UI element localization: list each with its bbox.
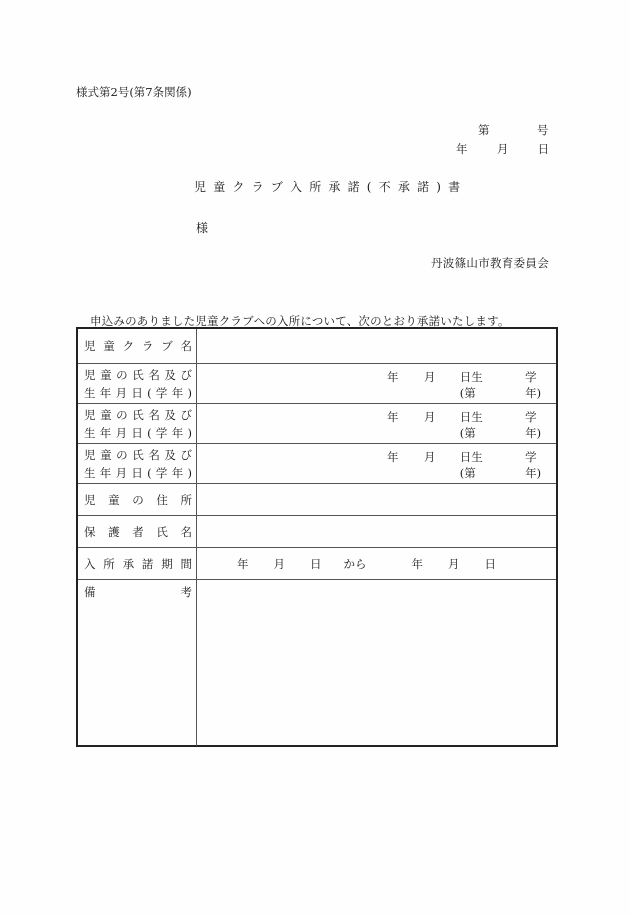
- form-reference: 様式第2号(第7条関係): [76, 85, 192, 99]
- label-char: 及: [164, 407, 176, 422]
- label-char: 学: [155, 465, 168, 480]
- row-club-name: [78, 329, 556, 363]
- label-char: 間: [180, 556, 192, 571]
- label-char: の: [116, 367, 128, 382]
- document-number: [478, 122, 548, 138]
- label-char: 護: [108, 524, 120, 539]
- label-char: 月: [115, 385, 128, 400]
- label-char: ): [187, 385, 192, 400]
- label-char: び: [180, 447, 192, 462]
- field-address[interactable]: [197, 484, 556, 515]
- grade-suffix: 学年): [525, 450, 542, 480]
- label-char: 氏: [132, 407, 144, 422]
- from-connector: から: [343, 556, 367, 571]
- label-char: 年: [171, 425, 184, 440]
- row-period: [78, 547, 556, 579]
- label-char: 童: [108, 492, 120, 507]
- label-char: 年: [171, 385, 184, 400]
- label-char: 者: [132, 524, 144, 539]
- birth-year: 年: [387, 370, 399, 384]
- label-char: (: [147, 465, 152, 480]
- label-char: 日: [131, 425, 143, 440]
- label-char: 児: [84, 367, 96, 382]
- field-child-3[interactable]: [197, 444, 556, 483]
- grade-suffix: 学年): [525, 410, 542, 440]
- label-char: 生: [84, 425, 96, 440]
- date-year: 年: [456, 142, 468, 156]
- label-char: 学: [155, 425, 168, 440]
- label-char: 児: [84, 339, 96, 353]
- to-month: 月: [448, 556, 460, 571]
- date-month: 月: [496, 142, 509, 156]
- label-char: 考: [180, 585, 192, 599]
- label-remarks: [78, 580, 197, 746]
- label-char: 年: [171, 465, 184, 480]
- label-char: 童: [103, 339, 115, 353]
- label-char: 入: [84, 556, 96, 571]
- label-char: の: [116, 407, 128, 422]
- issuer-name: 丹波篠山市教育委員会: [431, 256, 549, 270]
- label-char: 住: [156, 492, 168, 507]
- label-char: び: [180, 367, 192, 382]
- birth-date-child-1: [387, 369, 552, 401]
- period-dates: [237, 548, 496, 579]
- label-char: 児: [84, 492, 96, 507]
- label-char: の: [132, 492, 144, 507]
- label-char: 名: [148, 367, 160, 382]
- label-char: (: [147, 425, 152, 440]
- birth-year: 年: [387, 410, 399, 424]
- birth-year: 年: [387, 450, 399, 464]
- birth-month: 月: [423, 450, 436, 464]
- doc-number-suffix: 号: [536, 123, 549, 137]
- issue-date: [456, 141, 549, 157]
- birth-date-child-2: [387, 409, 552, 441]
- to-year: 年: [411, 556, 423, 571]
- label-char: 名: [180, 524, 192, 539]
- label-char: 承: [122, 556, 135, 571]
- from-year: 年: [237, 556, 249, 571]
- row-child-2: [78, 403, 556, 443]
- to-day: 日: [484, 556, 496, 571]
- label-child-name-birth: [78, 444, 197, 483]
- label-char: 氏: [156, 524, 168, 539]
- field-guardian[interactable]: [197, 516, 556, 547]
- label-char: ): [187, 465, 192, 480]
- from-day: 日: [310, 556, 322, 571]
- label-char: 日: [131, 385, 143, 400]
- label-char: 年: [99, 465, 112, 480]
- addressee-suffix: 様: [196, 221, 209, 235]
- label-char: 月: [115, 425, 128, 440]
- row-address: [78, 483, 556, 515]
- field-remarks[interactable]: [197, 580, 556, 746]
- label-char: 童: [100, 407, 112, 422]
- label-char: び: [180, 407, 192, 422]
- label-char: 日: [131, 465, 143, 480]
- field-period[interactable]: [197, 548, 556, 579]
- label-char: 童: [100, 447, 112, 462]
- label-char: ク: [122, 339, 135, 353]
- label-char: 生: [84, 385, 96, 400]
- birth-month: 月: [423, 410, 436, 424]
- birth-day-grade: 日生(第: [459, 410, 483, 440]
- label-char: 氏: [132, 367, 144, 382]
- label-char: ): [187, 425, 192, 440]
- field-club-name[interactable]: [197, 329, 556, 363]
- row-guardian: [78, 515, 556, 547]
- label-char: 備: [84, 585, 96, 599]
- grade-suffix: 学年): [525, 370, 542, 400]
- birth-day-grade: 日生(第: [459, 450, 483, 480]
- label-char: 児: [84, 447, 96, 462]
- field-child-1[interactable]: [197, 364, 556, 403]
- intro-text: 申込みのありました児童クラブへの入所について、次のとおり承諾いたします。: [90, 314, 510, 328]
- label-char: 保: [84, 524, 96, 539]
- label-child-name-birth: [78, 404, 197, 443]
- label-char: ラ: [141, 339, 154, 353]
- date-day: 日: [537, 142, 550, 156]
- label-char: 名: [148, 407, 160, 422]
- label-char: 諾: [141, 556, 154, 571]
- label-char: (: [147, 385, 152, 400]
- row-child-3: [78, 443, 556, 483]
- label-address: [78, 484, 197, 515]
- approval-table: [76, 327, 558, 747]
- label-guardian: [78, 516, 197, 547]
- label-char: 及: [164, 367, 176, 382]
- label-period: [78, 548, 197, 579]
- birth-date-child-3: [387, 449, 552, 481]
- label-char: 所: [103, 556, 115, 571]
- label-char: 学: [155, 385, 168, 400]
- label-char: 生: [84, 465, 96, 480]
- from-month: 月: [273, 556, 285, 571]
- birth-month: 月: [423, 370, 436, 384]
- label-club-name: [78, 329, 197, 363]
- label-char: 及: [164, 447, 176, 462]
- label-char: 童: [100, 367, 112, 382]
- label-char: 氏: [132, 447, 144, 462]
- doc-number-prefix: 第: [478, 123, 490, 137]
- label-char: 名: [180, 339, 192, 353]
- label-char: 所: [180, 492, 192, 507]
- label-child-name-birth: [78, 364, 197, 403]
- field-child-2[interactable]: [197, 404, 556, 443]
- birth-day-grade: 日生(第: [459, 370, 483, 400]
- label-char: の: [116, 447, 128, 462]
- label-char: 年: [99, 425, 112, 440]
- label-char: 期: [161, 556, 173, 571]
- document-title: 児童クラブ入所承諾(不承諾)書: [194, 180, 468, 194]
- label-char: 児: [84, 407, 96, 422]
- row-child-1: [78, 363, 556, 403]
- label-char: ブ: [161, 339, 173, 353]
- label-char: 年: [99, 385, 112, 400]
- label-char: 名: [148, 447, 160, 462]
- row-remarks: [78, 579, 556, 746]
- label-char: 月: [115, 465, 128, 480]
